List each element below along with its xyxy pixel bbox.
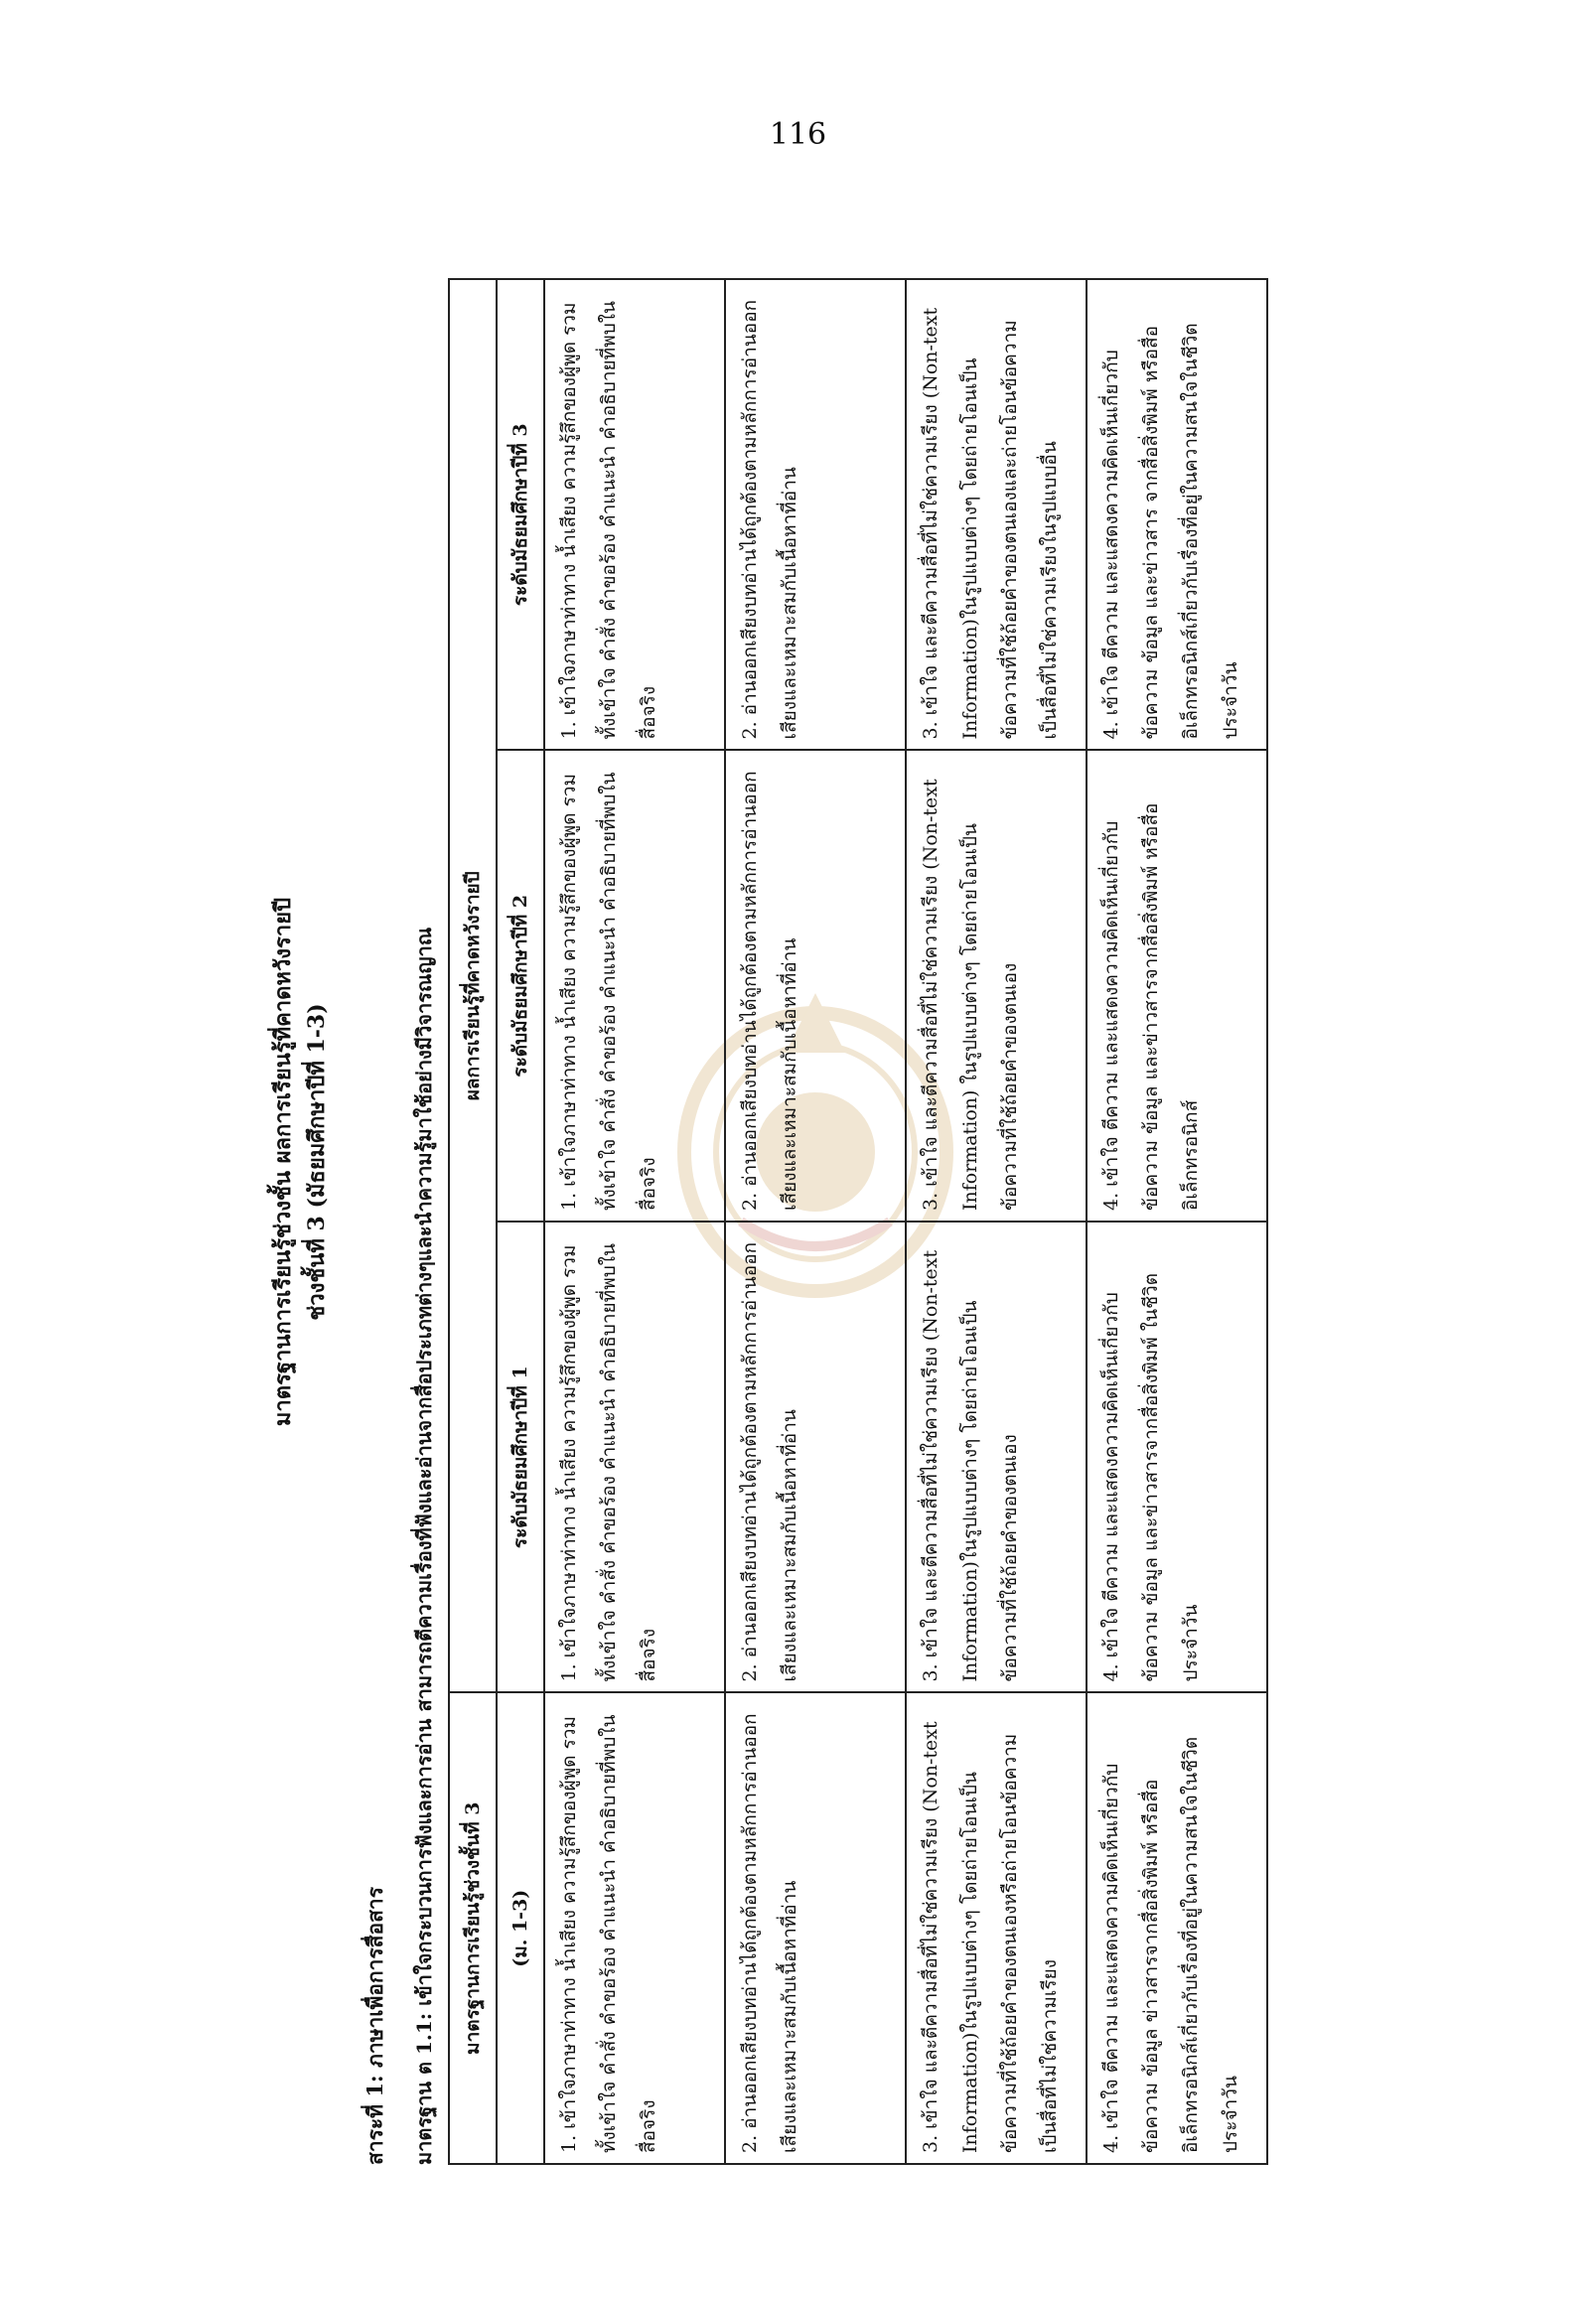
table-cell-grade-2: 3. เข้าใจ และตีความสื่อที่ไม่ใช่ความเรียง (Non-text Information) ในรูปแบบต่างๆ โดยถ่ายโอนเป็นข้อความที่ใช้ถ้อยคำของตนเอง — [906, 751, 1087, 1223]
col-header-grade-1: ระดับมัธยมศึกษาปีที่ 1 — [497, 1222, 544, 1693]
table-cell-standard: 2. อ่านออกเสียงบทอ่านได้ถูกต้องตามหลักการอ่านออกเสียงและเหมาะสมกับเนื้อหาที่อ่าน — [725, 1693, 906, 2165]
col-header-standard — [449, 1693, 497, 2165]
table-cell-grade-3: 4. เข้าใจ ตีความ และแสดงความคิดเห็นเกี่ยวกับข้อความ ข้อมูล และข่าวสาร จากสื่อสิ่งพิมพ์ หรือสื่ออิเล็กทรอนิกส์เกี่ยวกับเรื่องที่อยู่ในความสนใจในชีวิตประจำวัน — [1087, 279, 1267, 751]
table-cell-grade-2: 1. เข้าใจภาษาท่าทาง น้ำเสียง ความรู้สึกของผู้พูด รวมทั้งเข้าใจ คำสั่ง คำขอร้อง คำแนะนำ คำอธิบายที่พบในสื่อจริง — [544, 751, 725, 1223]
table-row — [906, 279, 1087, 2164]
table-cell-grade-1: 1. เข้าใจภาษาท่าทาง น้ำเสียง ความรู้สึกของผู้พูด รวมทั้งเข้าใจ คำสั่ง คำขอร้อง คำแนะนำ คำอธิบายที่พบในสื่อจริง — [544, 1222, 725, 1693]
table-cell-grade-2: 2. อ่านออกเสียงบทอ่านได้ถูกต้องตามหลักการอ่านออกเสียงและเหมาะสมกับเนื้อหาที่อ่าน — [725, 751, 906, 1223]
table-cell-grade-3: 3. เข้าใจ และตีความสื่อที่ไม่ใช่ความเรียง (Non-text Information)ในรูปแบบต่างๆ โดยถ่ายโอนเป็นข้อความที่ใช้ถ้อยคำของตนเองและถ่ายโอนข้อความเป็นสื่อที่ไม่ใช่ความเรียงในรูปแบบอื่น — [906, 279, 1087, 751]
col-header-group: ผลการเรียนรู้ที่คาดหวังรายปี — [449, 279, 497, 1693]
table-cell-grade-1: 4. เข้าใจ ตีความ และแสดงความคิดเห็นเกี่ยวกับข้อความ ข้อมูล และข่าวสารจากสื่อสิ่งพิมพ์ ในชีวิตประจำวัน — [1087, 1222, 1267, 1693]
col-header-standard-line1: มาตรฐานการเรียนรู้ช่วงชั้นที่ 3 — [462, 1801, 484, 2055]
table-cell-standard: 3. เข้าใจ และตีความสื่อที่ไม่ใช่ความเรียง (Non-text Information)ในรูปแบบต่างๆ โดยถ่ายโอนเป็นข้อความที่ใช้ถ้อยคำของตนเองหรือถ่ายโอนข้อความเป็นสื่อที่ไม่ใช่ความเรียง — [906, 1693, 1087, 2165]
table-cell-grade-1: 3. เข้าใจ และตีความสื่อที่ไม่ใช่ความเรียง (Non-text Information)ในรูปแบบต่างๆ โดยถ่ายโอนเป็นข้อความที่ใช้ถ้อยคำของตนเอง — [906, 1222, 1087, 1693]
table-row — [725, 279, 906, 2164]
col-header-standard-sub: (ม. 1-3) — [497, 1693, 544, 2165]
table-cell-standard: 4. เข้าใจ ตีความ และแสดงความคิดเห็นเกี่ยวกับข้อความ ข้อมูล ข่าวสารจากสื่อสิ่งพิมพ์ หรือสื่ออิเล็กทรอนิกส์เกี่ยวกับเรื่องที่อยู่ในความสนใจในชีวิตประจำวัน — [1087, 1693, 1267, 2165]
table-cell-standard: 1. เข้าใจภาษาท่าทาง น้ำเสียง ความรู้สึกของผู้พูด รวมทั้งเข้าใจ คำสั่ง คำขอร้อง คำแนะนำ คำอธิบายที่พบในสื่อจริง — [544, 1693, 725, 2165]
subtitle-line: ช่วงชั้นที่ 3 (มัธยมศึกษาปีที่ 1-3) — [304, 1003, 330, 1321]
title-line: มาตรฐานการเรียนรู้ช่วงชั้น ผลการเรียนรู้ที่คาดหวังรายปี — [270, 897, 296, 1427]
standard-heading: มาตรฐาน ต 1.1: เข้าใจกระบวนการฟังและการอ่าน สามารถตีความเรื่องที่ฟังและอ่านจากสื่อประเภทต่างๆและนำความรู้มาใช้อย่างมีวิจารณญาณ — [412, 927, 436, 2165]
table-cell-grade-2: 4. เข้าใจ ตีความ และแสดงความคิดเห็นเกี่ยวกับข้อความ ข้อมูล และข่าวสารจากสื่อสิ่งพิมพ์ หรือสื่ออิเล็กทรอนิกส์ — [1087, 751, 1267, 1223]
page-number: 116 — [769, 117, 827, 152]
strand-heading: สาระที่ 1: ภาษาเพื่อการสื่อสาร — [363, 1886, 387, 2165]
document-title — [266, 218, 334, 2105]
table-cell-grade-1: 2. อ่านออกเสียงบทอ่านได้ถูกต้องตามหลักการอ่านออกเสียงและเหมาะสมกับเนื้อหาที่อ่าน — [725, 1222, 906, 1693]
col-header-grade-2: ระดับมัธยมศึกษาปีที่ 2 — [497, 751, 544, 1223]
table-row — [544, 279, 725, 2164]
standards-table — [448, 278, 1268, 2165]
col-header-grade-3: ระดับมัธยมศึกษาปีที่ 3 — [497, 279, 544, 751]
rotated-content — [266, 218, 1241, 2165]
table-cell-grade-3: 1. เข้าใจภาษาท่าทาง น้ำเสียง ความรู้สึกของผู้พูด รวมทั้งเข้าใจ คำสั่ง คำขอร้อง คำแนะนำ คำอธิบายที่พบในสื่อจริง — [544, 279, 725, 751]
table-row — [1087, 279, 1267, 2164]
table-cell-grade-3: 2. อ่านออกเสียงบทอ่านได้ถูกต้องตามหลักการอ่านออกเสียงและเหมาะสมกับเนื้อหาที่อ่าน — [725, 279, 906, 751]
